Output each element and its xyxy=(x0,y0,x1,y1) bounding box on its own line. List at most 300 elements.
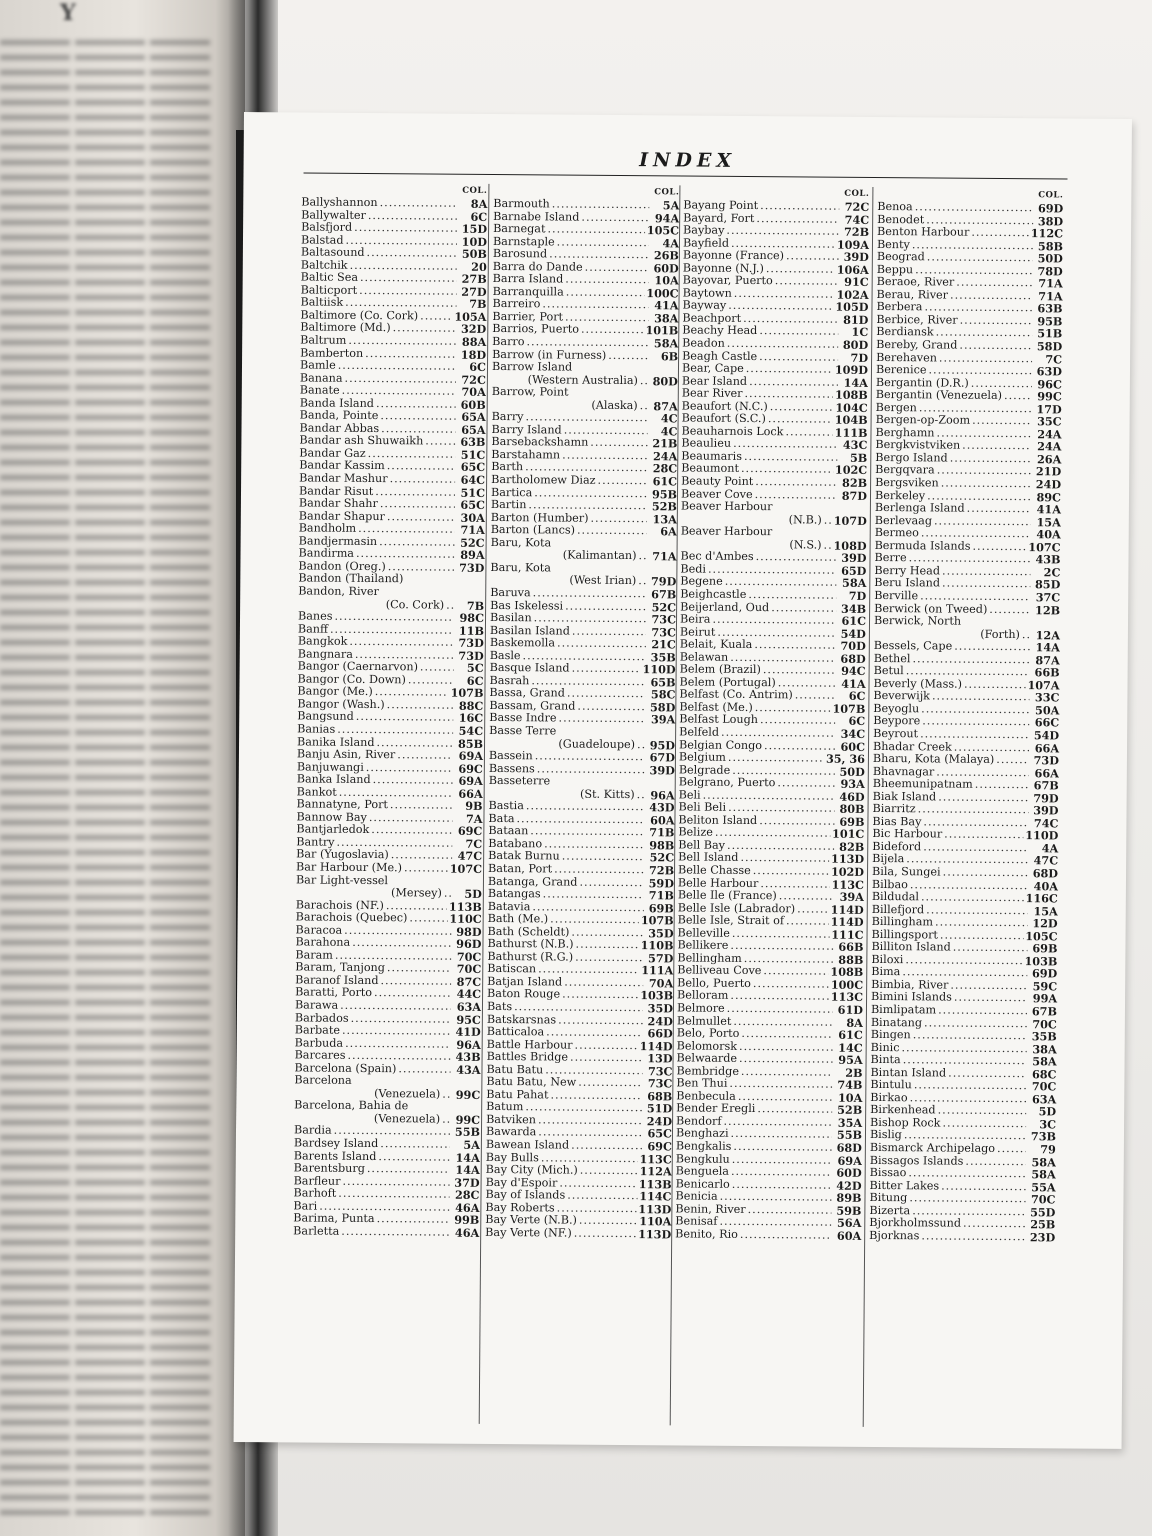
leader-dots xyxy=(380,975,451,988)
entry-column-ref: 88C xyxy=(458,698,484,713)
entry-name: Barton (Lancs) xyxy=(490,523,576,537)
entry-column-ref: 5B xyxy=(849,450,868,465)
entry-name: Batabano xyxy=(488,836,543,851)
entry-column-ref: 21B xyxy=(652,436,678,451)
entry-name: Bar (Yugoslavia) xyxy=(296,847,389,862)
entry-name: Berkeley xyxy=(874,488,926,502)
leader-dots xyxy=(734,288,835,301)
entry-name: Banda, Pointe xyxy=(299,408,379,423)
entry-name: Beaver Harbour xyxy=(680,499,773,514)
entry-name: Belem (Portugal) xyxy=(679,675,776,689)
entry-name: Bangor (Me.) xyxy=(297,684,373,699)
entry-column-ref: 101C xyxy=(832,826,865,842)
entry-column-ref: 80D xyxy=(842,337,869,352)
entry-name: Bic Harbour xyxy=(872,827,943,841)
entry-name: Bitter Lakes xyxy=(869,1178,940,1193)
entry-name: Beaumont xyxy=(681,461,740,476)
entry-column-ref: 26A xyxy=(1036,452,1062,467)
entry-name: Beighcastle xyxy=(680,587,747,601)
col-header: COL. xyxy=(844,188,870,199)
leader-dots xyxy=(942,578,1030,591)
entry-name: Bayonne (N.J.) xyxy=(682,261,764,275)
leader-dots xyxy=(912,653,1029,666)
entry-name: Baram xyxy=(295,948,333,962)
entry-name: Bissao xyxy=(869,1166,907,1180)
entry-column-ref: 40A xyxy=(1033,878,1059,893)
entry-name: Batu Batu xyxy=(486,1062,544,1077)
leader-dots xyxy=(926,904,1028,917)
entry-name: Beijerland, Oud xyxy=(680,599,770,614)
leader-dots xyxy=(572,625,646,638)
entry-name: Beru Island xyxy=(874,576,941,590)
leader-dots xyxy=(374,988,451,1001)
entry-column-ref: 73B xyxy=(1030,1129,1057,1144)
leader-dots xyxy=(953,942,1028,955)
entry-name: Beli xyxy=(678,788,701,802)
leader-dots xyxy=(795,690,836,703)
entry-name: Beaver Cove xyxy=(680,487,753,501)
leader-dots xyxy=(1022,629,1030,642)
entry-name: (N.B.) xyxy=(788,512,822,527)
entry-name: Berenice xyxy=(875,363,927,377)
entry-column-ref: 79D xyxy=(650,574,677,589)
entry-name: Benito, Rio xyxy=(675,1227,738,1241)
leader-dots xyxy=(712,614,836,628)
entry-column-ref: 72C xyxy=(844,199,870,214)
entry-name: Bayway xyxy=(682,298,727,313)
entry-name: Baltiisk xyxy=(300,295,344,310)
entry-name: Banff xyxy=(297,622,329,636)
entry-name: Baruva xyxy=(490,585,531,600)
entry-name: (Western Australia) xyxy=(527,372,638,387)
entry-name: Bergen-op-Zoom xyxy=(875,413,971,428)
leader-dots xyxy=(340,1000,451,1013)
leader-dots xyxy=(390,473,456,486)
entry-column-ref: 43C xyxy=(842,438,868,453)
entry-name: Berbera xyxy=(876,300,923,314)
entry-column-ref: 37D xyxy=(454,1175,480,1190)
leader-dots xyxy=(741,1028,832,1041)
leader-dots xyxy=(740,852,829,865)
leader-dots xyxy=(757,1103,832,1116)
entry-name: (Venezuela) xyxy=(373,1111,441,1126)
entry-column-ref: 89B xyxy=(836,1190,862,1206)
leader-dots xyxy=(964,678,1026,691)
entry-name: Barro xyxy=(492,334,525,349)
leader-dots xyxy=(446,599,454,612)
entry-name: Belgrano, Puerto xyxy=(678,775,776,790)
entry-name: Beauty Point xyxy=(681,474,754,489)
entry-column-ref: 70C xyxy=(1030,1192,1056,1207)
entry-name: Balstad xyxy=(300,233,344,247)
leader-dots xyxy=(785,426,832,439)
leader-dots xyxy=(538,1114,642,1127)
leader-dots xyxy=(921,891,1024,904)
entry-name: Beachy Head xyxy=(682,323,758,338)
entry-name: Bermeo xyxy=(874,526,919,540)
leader-dots xyxy=(543,888,644,901)
entry-column-ref: 17D xyxy=(1036,401,1062,417)
entry-name: Benton Harbour xyxy=(877,225,970,239)
leader-dots xyxy=(516,813,644,827)
leader-dots xyxy=(938,1004,1027,1017)
entry-column-ref: 59D xyxy=(648,875,675,890)
entry-name: Beaufort (S.C.) xyxy=(681,411,766,426)
leader-dots xyxy=(566,286,645,299)
leader-dots xyxy=(393,323,457,336)
entry-column-ref: 24D xyxy=(647,1013,673,1028)
entry-column-ref: 68C xyxy=(1031,1066,1057,1082)
entry-column-ref: 6B xyxy=(660,348,679,363)
entry-name: Bankot xyxy=(296,785,337,799)
entry-column-ref: 109D xyxy=(834,362,869,378)
entry-column-ref: 65A xyxy=(461,410,486,425)
entry-column-ref: 4A xyxy=(662,235,680,251)
entry-name: Berwick, North xyxy=(873,614,962,628)
leader-dots xyxy=(753,978,829,991)
entry-column-ref: 66A xyxy=(1034,765,1059,781)
leader-dots xyxy=(728,752,824,765)
leader-dots xyxy=(380,1138,450,1151)
entry-name: (Co. Cork) xyxy=(385,597,445,612)
entry-name: Bildudal xyxy=(871,890,920,904)
entry-column-ref: 41A xyxy=(1036,502,1061,517)
entry-name: Berbice, River xyxy=(876,312,958,327)
leader-dots xyxy=(570,1052,643,1065)
entry-column-ref: 38A xyxy=(1032,1041,1057,1057)
entry-column-ref: 50D xyxy=(1037,251,1063,266)
entry-name: Bartin xyxy=(490,498,527,512)
leader-dots xyxy=(598,475,648,488)
entry-name: Baru, Kota xyxy=(490,535,552,550)
entry-name: Belize xyxy=(678,825,713,840)
entry-name: (West Irian) xyxy=(569,573,637,588)
entry-name: Bishop Rock xyxy=(870,1115,941,1130)
entry-column-ref: 41D xyxy=(455,1024,481,1039)
entry-name: Bias Bay xyxy=(872,814,922,829)
leader-dots xyxy=(923,841,1028,854)
entry-column-ref: 69B xyxy=(839,814,865,829)
entry-name: Bandon (Oreg.) xyxy=(298,559,386,573)
leader-dots xyxy=(910,879,1028,892)
leader-dots xyxy=(760,714,835,727)
leader-dots xyxy=(525,1102,642,1115)
entry-name: Binta xyxy=(870,1053,901,1067)
entry-name: Bedi xyxy=(680,562,707,576)
entry-name: Bassa, Grand xyxy=(489,686,565,700)
col-header: COL. xyxy=(654,187,680,198)
leader-dots xyxy=(575,1039,638,1052)
leader-dots xyxy=(367,247,457,260)
entry-column-ref: 107B xyxy=(450,685,484,701)
leader-dots xyxy=(824,539,832,552)
entry-column-ref: 54D xyxy=(1033,728,1060,743)
entry-column-ref: 16C xyxy=(458,711,484,726)
entry-name: Banes xyxy=(297,609,333,623)
left-page-column xyxy=(150,40,210,1520)
entry-name: Bats xyxy=(486,999,513,1014)
entry-name: Barton (Humber) xyxy=(490,510,589,525)
entry-name: Bandar Abbas xyxy=(299,421,380,435)
leader-dots xyxy=(748,1204,832,1217)
entry-name: Benoa xyxy=(877,199,913,214)
entry-name: Berwick (on Tweed) xyxy=(874,601,988,616)
leader-dots xyxy=(730,940,833,953)
leader-dots xyxy=(901,1042,1026,1056)
entry-name: Belwaarde xyxy=(676,1051,738,1066)
entry-name: Bartica xyxy=(490,485,533,499)
entry-column-ref: 39D xyxy=(649,762,675,778)
entry-name: (St. Kitts) xyxy=(579,787,635,801)
entry-name: Bay d'Espoir xyxy=(485,1175,558,1190)
leader-dots xyxy=(950,289,1033,302)
entry-column-ref: 111A xyxy=(641,963,674,978)
leader-dots xyxy=(732,1153,832,1166)
leader-dots xyxy=(715,827,830,840)
entry-column-ref: 15A xyxy=(1036,514,1061,530)
leader-dots xyxy=(581,324,644,337)
entry-name: Bari xyxy=(293,1199,318,1213)
entry-column-ref: 73D xyxy=(458,635,484,651)
entry-name: Bima xyxy=(871,965,901,979)
entry-column-ref: 43B xyxy=(455,1049,481,1065)
entry-name: Barcelona, Bahia de xyxy=(294,1098,409,1113)
entry-column-ref: 69D xyxy=(1031,966,1058,981)
leader-dots xyxy=(535,750,645,763)
entry-column-ref: 108B xyxy=(834,387,868,403)
leader-dots xyxy=(534,487,647,500)
leader-dots xyxy=(944,829,1023,842)
entry-column-ref: 107A xyxy=(1027,677,1060,693)
entry-column-ref: 7D xyxy=(848,588,867,603)
leader-dots xyxy=(575,939,638,952)
entry-name: Berville xyxy=(874,588,919,603)
entry-column-ref: 60D xyxy=(836,1165,862,1180)
entry-column-ref: 64C xyxy=(460,472,486,487)
entry-column-ref: 58D xyxy=(650,700,676,715)
entry-name: Bintulu xyxy=(870,1078,912,1092)
leader-dots xyxy=(962,440,1031,453)
leader-dots xyxy=(914,1080,1027,1093)
leader-dots xyxy=(975,779,1029,792)
leader-dots xyxy=(375,486,455,499)
entry-name: Benty xyxy=(876,237,910,251)
entry-name: Biak Island xyxy=(872,789,937,804)
leader-dots xyxy=(824,514,832,527)
entry-name: Betul xyxy=(873,664,904,678)
entry-column-ref: 60A xyxy=(650,813,675,828)
leader-dots xyxy=(766,263,835,276)
leader-dots xyxy=(334,611,454,624)
entry-name: Barahona xyxy=(295,935,351,950)
entry-column-ref: 61C xyxy=(841,613,867,628)
entry-column-ref: 12A xyxy=(1035,627,1060,643)
entry-column-ref: 100C xyxy=(830,977,864,992)
entry-name: Balsfjord xyxy=(301,220,353,234)
entry-name: Belfast (Co. Antrim) xyxy=(679,687,793,702)
entry-column-ref: 114C xyxy=(639,1189,672,1204)
entry-column-ref: 69C xyxy=(647,1139,672,1154)
entry-name: Beira xyxy=(679,612,711,626)
entry-name: Bath (Me.) xyxy=(487,912,549,926)
entry-column-ref: 71B xyxy=(649,825,675,840)
entry-name: Batskarsnas xyxy=(486,1012,557,1027)
entry-name: Bayonne (France) xyxy=(682,248,785,263)
entry-column-ref: 58A xyxy=(1031,1154,1056,1169)
leader-dots xyxy=(562,989,638,1002)
entry-name: Basle xyxy=(489,648,521,662)
entry-column-ref: 69D xyxy=(1037,201,1064,216)
entry-column-ref: 1C xyxy=(851,325,869,340)
entry-name: Bandholm xyxy=(298,521,357,536)
entry-column-ref: 51C xyxy=(460,447,486,462)
entry-name: Barry Island xyxy=(491,422,562,437)
entry-name: Barreiro xyxy=(492,297,541,311)
leader-dots xyxy=(349,636,454,649)
entry-column-ref: 99A xyxy=(1032,991,1058,1006)
entry-name: Beverwijk xyxy=(873,689,931,703)
leader-dots xyxy=(572,663,641,676)
leader-dots xyxy=(387,963,451,976)
entry-name: Belem (Brazil) xyxy=(679,662,761,677)
entry-column-ref: 12B xyxy=(1035,602,1061,617)
leader-dots xyxy=(938,791,1029,804)
entry-column-ref: 38D xyxy=(1037,213,1064,228)
leader-dots xyxy=(359,285,457,298)
leader-dots xyxy=(571,926,643,939)
leader-dots xyxy=(708,564,837,578)
leader-dots xyxy=(746,363,833,376)
entry-column-ref: 72B xyxy=(648,863,675,878)
entry-column-ref: 66B xyxy=(838,939,864,955)
leader-dots xyxy=(579,1215,637,1228)
leader-dots xyxy=(759,351,838,364)
entry-name: Barra do Dande xyxy=(492,259,583,274)
leader-dots xyxy=(989,603,1030,616)
leader-dots xyxy=(356,711,454,724)
entry-name: Bembridge xyxy=(676,1064,740,1078)
leader-dots xyxy=(739,1041,833,1054)
entry-column-ref: 113D xyxy=(831,852,865,867)
leader-dots xyxy=(360,272,457,285)
entry-column-ref: 73C xyxy=(647,1076,673,1091)
entry-column-ref: 13D xyxy=(647,1051,673,1066)
leader-dots xyxy=(351,1012,451,1025)
entry-name: Benodet xyxy=(877,212,925,226)
leader-dots xyxy=(574,1227,636,1240)
entry-column-ref: 105D xyxy=(835,300,869,315)
entry-name: Benguela xyxy=(675,1164,730,1178)
entry-name: Biarritz xyxy=(872,802,916,816)
leader-dots xyxy=(959,340,1032,353)
leader-dots xyxy=(637,789,645,802)
entry-column-ref: 87A xyxy=(653,398,678,414)
entry-column-ref: 85B xyxy=(457,736,484,751)
entry-column-ref: 79D xyxy=(1033,790,1059,806)
entry-column-ref: 67D xyxy=(649,750,675,765)
index-entry xyxy=(492,386,678,400)
leader-dots xyxy=(557,236,649,249)
leader-dots xyxy=(397,749,453,762)
entry-name: Bardsey Island xyxy=(293,1136,379,1151)
leader-dots xyxy=(733,438,837,451)
entry-name: Barrow (in Furness) xyxy=(492,347,607,362)
entry-name: Bengkulu xyxy=(675,1151,730,1166)
entry-column-ref: 4C xyxy=(660,424,678,439)
entry-name: Barents Island xyxy=(293,1148,377,1163)
entry-name: Bismarck Archipelago xyxy=(869,1140,996,1155)
leader-dots xyxy=(380,410,455,423)
entry-column-ref: 91C xyxy=(844,275,869,290)
entry-column-ref: 35C xyxy=(1037,414,1062,429)
entry-column-ref: 4C xyxy=(660,411,678,426)
entry-name: Barcares xyxy=(294,1048,346,1063)
entry-name: (Guadeloupe) xyxy=(558,737,636,751)
entry-column-ref: 70C xyxy=(456,962,482,977)
entry-column-ref: 38A xyxy=(654,311,679,326)
leader-dots xyxy=(567,688,646,701)
entry-column-ref: 28C xyxy=(454,1187,480,1203)
entry-name: Bell Bay xyxy=(678,838,726,852)
entry-name: Billingham xyxy=(871,915,934,929)
entry-name: Basse Terre xyxy=(489,723,557,738)
entry-name: Bhadar Creek xyxy=(872,739,952,754)
entry-name: Baltimore (Co. Cork) xyxy=(300,308,419,323)
entry-name: Belliveau Cove xyxy=(677,963,762,978)
leader-dots xyxy=(341,1226,449,1239)
entry-name: Barcelona xyxy=(294,1073,352,1088)
entry-name: Banjuwangi xyxy=(296,760,364,774)
entry-name: Bellikere xyxy=(677,938,729,953)
entry-column-ref: 87C xyxy=(456,974,482,989)
entry-column-ref: 95B xyxy=(1037,314,1063,329)
entry-name: Belait, Kuala xyxy=(679,637,753,652)
entry-name: Beliton Island xyxy=(678,813,758,827)
entry-name: Beaver Harbour xyxy=(680,524,773,539)
entry-name: Battle Harbour xyxy=(486,1037,573,1052)
leader-dots xyxy=(640,375,648,388)
leader-dots xyxy=(379,536,455,549)
entry-column-ref: 59C xyxy=(1032,979,1058,994)
entry-name: Batan, Port xyxy=(488,861,553,876)
entry-column-ref: 69B xyxy=(1032,941,1058,956)
entry-column-ref: 7C xyxy=(465,836,483,851)
entry-name: Beograd xyxy=(876,250,925,264)
entry-column-ref: 71A xyxy=(1038,289,1063,304)
leader-dots xyxy=(338,360,456,373)
entry-column-ref: 47C xyxy=(457,849,483,864)
entry-name: Bandar Shapur xyxy=(298,509,385,523)
index-entry xyxy=(293,1225,479,1239)
entry-name: Belgium xyxy=(678,750,726,764)
entry-name: Batak Burnu xyxy=(488,849,560,863)
leader-dots xyxy=(733,1141,832,1154)
leader-dots xyxy=(350,260,457,273)
leader-dots xyxy=(744,451,837,464)
entry-column-ref: 13A xyxy=(652,511,677,527)
entry-column-ref: 60A xyxy=(836,1228,862,1243)
entry-name: Barstahamn xyxy=(491,447,561,462)
left-page-running-head: Y xyxy=(60,0,76,26)
leader-dots xyxy=(786,250,839,263)
entry-name: Barry xyxy=(491,410,524,424)
entry-column-ref: 8A xyxy=(470,196,488,211)
entry-column-ref: 73C xyxy=(651,624,676,640)
entry-column-ref: 114D xyxy=(830,914,864,930)
leader-dots xyxy=(996,754,1029,767)
leader-dots xyxy=(442,1088,450,1101)
entry-column-ref: 63A xyxy=(456,999,482,1014)
